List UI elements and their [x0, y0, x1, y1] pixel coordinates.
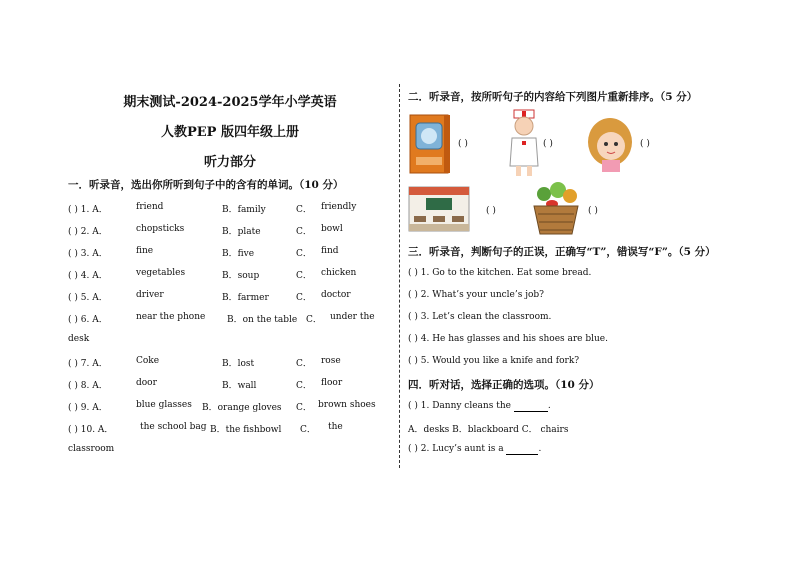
- section3-item-3: ( ) 3. Let’s clean the classroom.: [408, 312, 552, 322]
- row-b: B．plate: [222, 227, 261, 237]
- wrap-line-6: desk: [68, 334, 90, 344]
- row-a: the school bag: [140, 422, 207, 432]
- row-cv: bowl: [321, 224, 343, 234]
- row-n: ( ) 6. A．: [68, 315, 108, 325]
- section3-item-4: ( ) 4. He has glasses and his shoes are blue.: [408, 334, 608, 344]
- book-icon: [408, 113, 452, 179]
- row-c: C．: [296, 271, 312, 281]
- row-a: near the phone: [136, 312, 206, 322]
- section2-heading: 二．听录音，按所听句子的内容给下列图片重新排序。（5 分）: [408, 91, 698, 103]
- row-n: ( ) 10. A．: [68, 425, 114, 435]
- row-b: B．the fishbowl: [210, 425, 282, 435]
- section4-q1-options: A．desks B．blackboard C． chairs: [408, 425, 569, 435]
- row-n: ( ) 2. A．: [68, 227, 108, 237]
- row-cv: the: [328, 422, 343, 432]
- row-c: C．: [296, 205, 312, 215]
- row-a: blue glasses: [136, 400, 192, 410]
- row-cv: friendly: [321, 202, 357, 212]
- section3-heading: 三．听录音，判断句子的正误，正确写“T”，错误写“F”。（5 分）: [408, 246, 716, 258]
- row-n: ( ) 5. A．: [68, 293, 108, 303]
- row-a: driver: [136, 290, 164, 300]
- column-divider: [399, 84, 400, 468]
- row-c: C．: [296, 249, 312, 259]
- girl-icon: [586, 116, 634, 178]
- section4-q2: ( ) 2. Lucy’s aunt is a .: [408, 444, 542, 454]
- vegetable-basket-icon: [530, 180, 582, 240]
- row-c: C．: [296, 403, 312, 413]
- row-c: C．: [296, 359, 312, 369]
- row-b: B．lost: [222, 359, 255, 369]
- wrap-line-10: classroom: [68, 444, 115, 454]
- row-b: B．wall: [222, 381, 257, 391]
- row-a: door: [136, 378, 157, 388]
- section3-item-2: ( ) 2. What’s your uncle’s job?: [408, 290, 544, 300]
- section1-heading: 一．听录音，选出你所听到句子中的含有的单词。（10 分）: [68, 179, 344, 191]
- row-a: chopsticks: [136, 224, 185, 234]
- section3-item-5: ( ) 5. Would you like a knife and fork?: [408, 356, 580, 366]
- section-title: 听力部分: [203, 155, 256, 170]
- bracket-2: ( ): [543, 139, 553, 149]
- nurse-icon: [504, 108, 544, 182]
- row-a: friend: [136, 202, 164, 212]
- row-b: B．five: [222, 249, 255, 259]
- row-c: C．: [300, 425, 316, 435]
- row-cv: floor: [321, 378, 343, 388]
- row-b: B．family: [222, 205, 266, 215]
- row-n: ( ) 1. A．: [68, 205, 108, 215]
- row-cv: find: [321, 246, 339, 256]
- page-title: 期末测试-2024-2025学年小学英语: [123, 95, 337, 110]
- row-cv: doctor: [321, 290, 351, 300]
- row-n: ( ) 4. A．: [68, 271, 108, 281]
- row-cv: brown shoes: [318, 400, 376, 410]
- row-b: B．on the table: [227, 315, 298, 325]
- row-a: Coke: [136, 356, 160, 366]
- row-c: C．: [306, 315, 322, 325]
- bracket-5: ( ): [588, 206, 598, 216]
- row-b: B．farmer: [222, 293, 269, 303]
- bracket-3: ( ): [640, 139, 650, 149]
- bracket-1: ( ): [458, 139, 468, 149]
- row-n: ( ) 7. A．: [68, 359, 108, 369]
- row-a: fine: [136, 246, 154, 256]
- row-n: ( ) 9. A．: [68, 403, 108, 413]
- answer-blank: [506, 444, 538, 455]
- row-cv: rose: [321, 356, 341, 366]
- answer-blank: [514, 401, 548, 412]
- row-c: C．: [296, 293, 312, 303]
- row-a: vegetables: [136, 268, 186, 278]
- bracket-4: ( ): [486, 206, 496, 216]
- section4-heading: 四．听对话，选择正确的选项。（10 分）: [408, 379, 600, 391]
- row-c: C．: [296, 227, 312, 237]
- row-c: C．: [296, 381, 312, 391]
- classroom-icon: [408, 186, 470, 236]
- row-cv: chicken: [321, 268, 357, 278]
- page-subtitle: 人教PEP 版四年级上册: [161, 125, 299, 140]
- row-n: ( ) 8. A．: [68, 381, 108, 391]
- row-b: B．soup: [222, 271, 260, 281]
- row-cv: under the: [330, 312, 375, 322]
- row-b: B．orange gloves: [202, 403, 282, 413]
- section4-q1: ( ) 1. Danny cleans the .: [408, 401, 551, 411]
- section3-item-1: ( ) 1. Go to the kitchen. Eat some bread.: [408, 268, 592, 278]
- row-n: ( ) 3. A．: [68, 249, 108, 259]
